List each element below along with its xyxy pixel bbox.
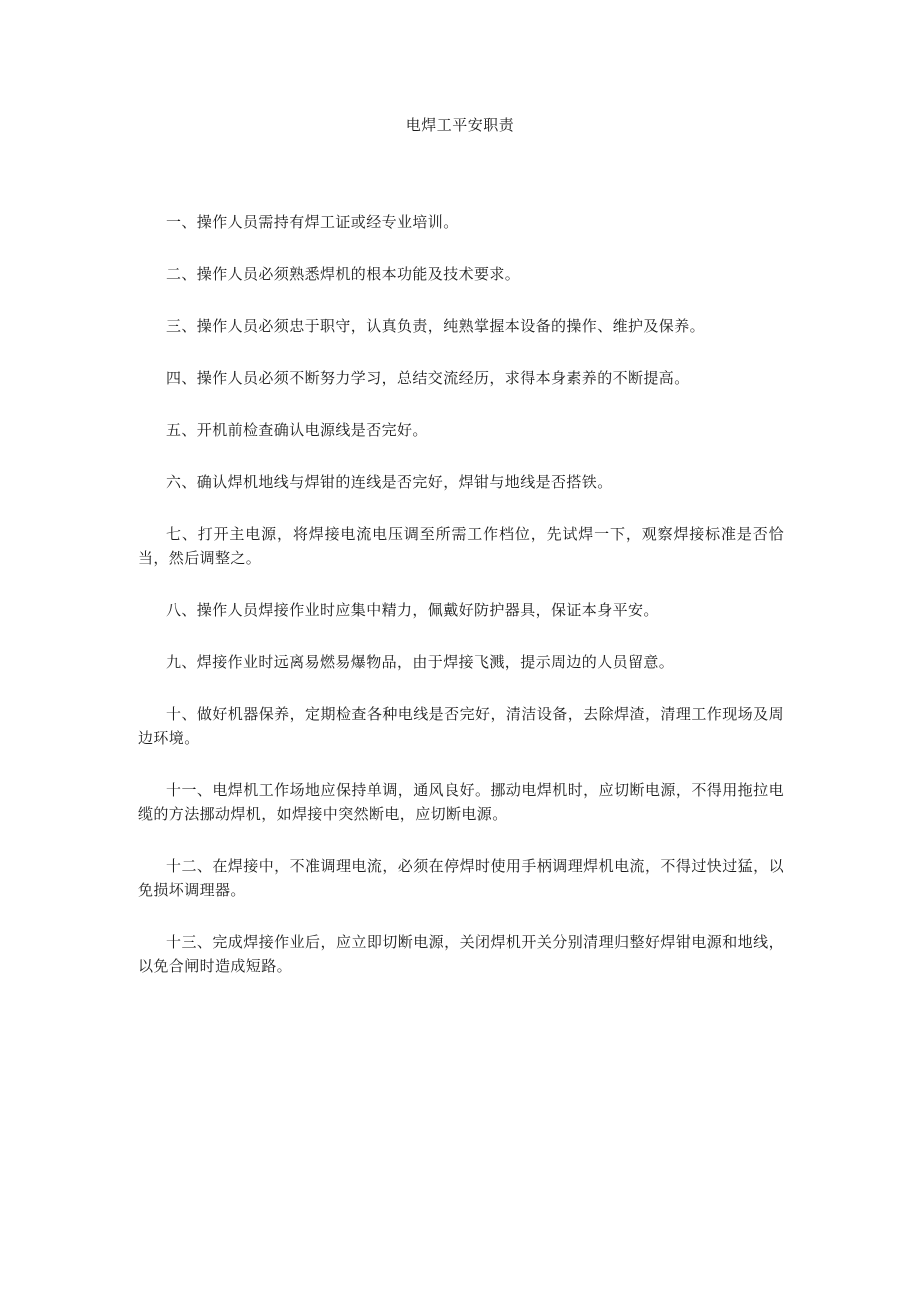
clause-13: 十三、完成焊接作业后，应立即切断电源，关闭焊机开关分别清理归整好焊钳电源和地线，以免合闸时造成短路。 — [138, 933, 784, 975]
clause-2: 二、操作人员必须熟悉焊机的根本功能及技术要求。 — [166, 265, 521, 283]
clause-3: 三、操作人员必须忠于职守，认真负责，纯熟掌握本设备的操作、维护及保养。 — [166, 317, 706, 335]
clause-6: 六、确认焊机地线与焊钳的连线是否完好，焊钳与地线是否搭铁。 — [166, 473, 613, 491]
clause-list — [138, 210, 784, 1006]
clause-9: 九、焊接作业时远离易燃易爆物品，由于焊接飞溅，提示周边的人员留意。 — [166, 653, 675, 671]
clause-8: 八、操作人员焊接作业时应集中精力，佩戴好防护器具，保证本身平安。 — [166, 601, 659, 619]
clause-10: 十、做好机器保养，定期检查各种电线是否完好，清洁设备，去除焊渣，清理工作现场及周边环境。 — [138, 705, 784, 747]
document-title: 电焊工平安职责 — [405, 116, 515, 134]
clause-11: 十一、电焊机工作场地应保持单调，通风良好。挪动电焊机时，应切断电源，不得用拖拉电缆的方法挪动焊机，如焊接中突然断电，应切断电源。 — [138, 781, 784, 823]
clause-5: 五、开机前检查确认电源线是否完好。 — [166, 421, 428, 439]
clause-1: 一、操作人员需持有焊工证或经专业培训。 — [166, 213, 459, 231]
clause-7: 七、打开主电源，将焊接电流电压调至所需工作档位，先试焊一下，观察焊接标准是否恰当，然后调整之。 — [138, 525, 784, 567]
clause-4: 四、操作人员必须不断努力学习，总结交流经历，求得本身素养的不断提高。 — [166, 369, 690, 387]
clause-12: 十二、在焊接中，不准调理电流，必须在停焊时使用手柄调理焊机电流，不得过快过猛，以免损坏调理器。 — [138, 857, 784, 899]
